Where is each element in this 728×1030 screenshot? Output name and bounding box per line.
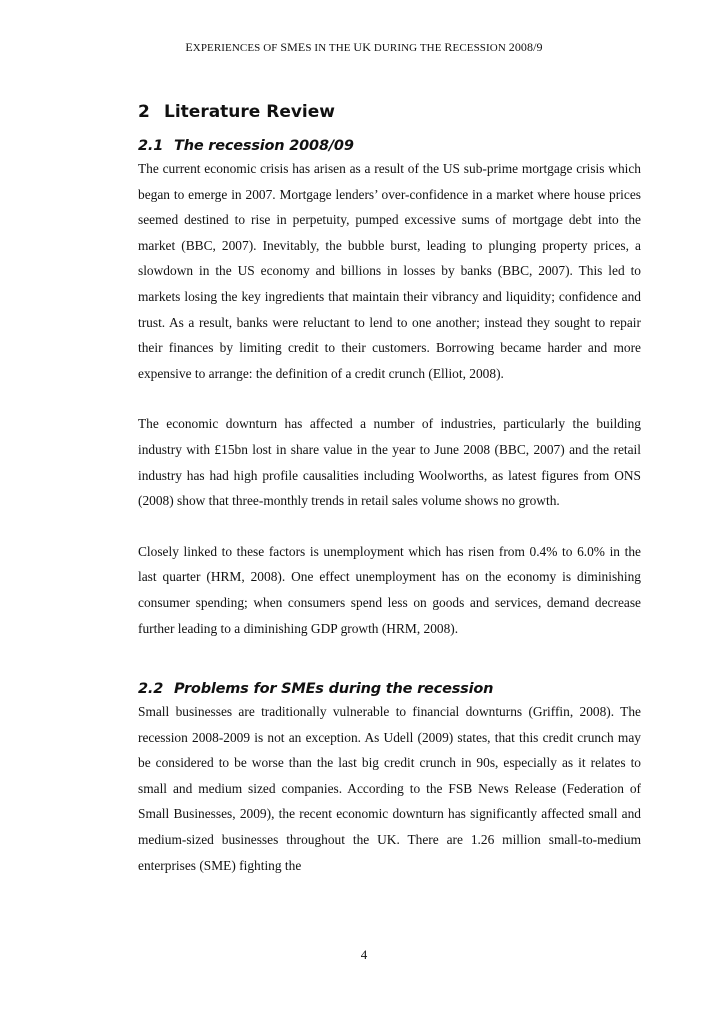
paragraph: Closely linked to these factors is unemployment which has risen from 0.4% to 6.0% in the last quarter (HRM, 2008). One effect unemployment has on the economy is diminishing consumer spending; when consumers spend less on goods and services, demand decrease further leading to a diminishing GDP growth (HRM, 2008). bbox=[138, 543, 641, 636]
paragraph: Small businesses are traditionally vulnerable to financial downturns (Griffin, 2008). The recession 2008-2009 is not an exception. As Udell (2009) states, that this credit crunch may be considered to be worse than the last big credit crunch in 90s, especially as it relates to small and medium sized companies. According to the FSB News Release (Federation of Small Businesses, 2009), the recent economic downturn has significantly affected small and medium-sized businesses throughout the UK. There are 1.26 million small-to-medium enterprises (SME) fighting the bbox=[138, 704, 641, 873]
paragraph: The economic downturn has affected a number of industries, particularly the building industry with £15bn lost in share value in the year to June 2008 (BBC, 2007) and the retail industry has had high profile causalities including Woolworths, as latest figures from ONS (2008) show that three-monthly trends in retail sales volume shows no growth. bbox=[138, 416, 641, 509]
main-content bbox=[138, 98, 641, 878]
section-heading bbox=[138, 98, 641, 126]
subsection-number: 2.2 bbox=[138, 681, 164, 698]
running-header: EXPERIENCES OF SMES IN THE UK DURING THE RECESSION 2008/9 bbox=[185, 40, 543, 54]
subsection-title: Problems for SMEs during the recession bbox=[174, 681, 494, 698]
page-number: 4 bbox=[360, 947, 368, 962]
subsection-number: 2.1 bbox=[138, 138, 164, 154]
section-number: 2 bbox=[138, 102, 150, 122]
subsection-heading-2-2 bbox=[138, 679, 641, 699]
subsection-title: The recession 2008/09 bbox=[174, 138, 354, 154]
paragraph: The current economic crisis has arisen as a result of the US sub-prime mortgage crisis which began to emerge in 2007. Mortgage lenders’ over-confidence in a market where house prices seemed destined to rise in perpetuity, pumped excessive sums of mortgage debt into the market (BBC, 2007). Inevitably, the bubble burst, leading to plunging property prices, a slowdown in the US economy and billions in losses by banks (BBC, 2007). This led to markets losing the key ingredients that maintain their vibrancy and liquidity; confidence and trust. As a result, banks were reluctant to lend to one another; instead they sought to repair their finances by limiting credit to their customers. Borrowing became harder and more expensive to arrange: the definition of a credit crunch (Elliot, 2008). bbox=[138, 161, 641, 381]
section-title: Literature Review bbox=[164, 102, 335, 122]
subsection-heading-2-1 bbox=[138, 136, 641, 156]
